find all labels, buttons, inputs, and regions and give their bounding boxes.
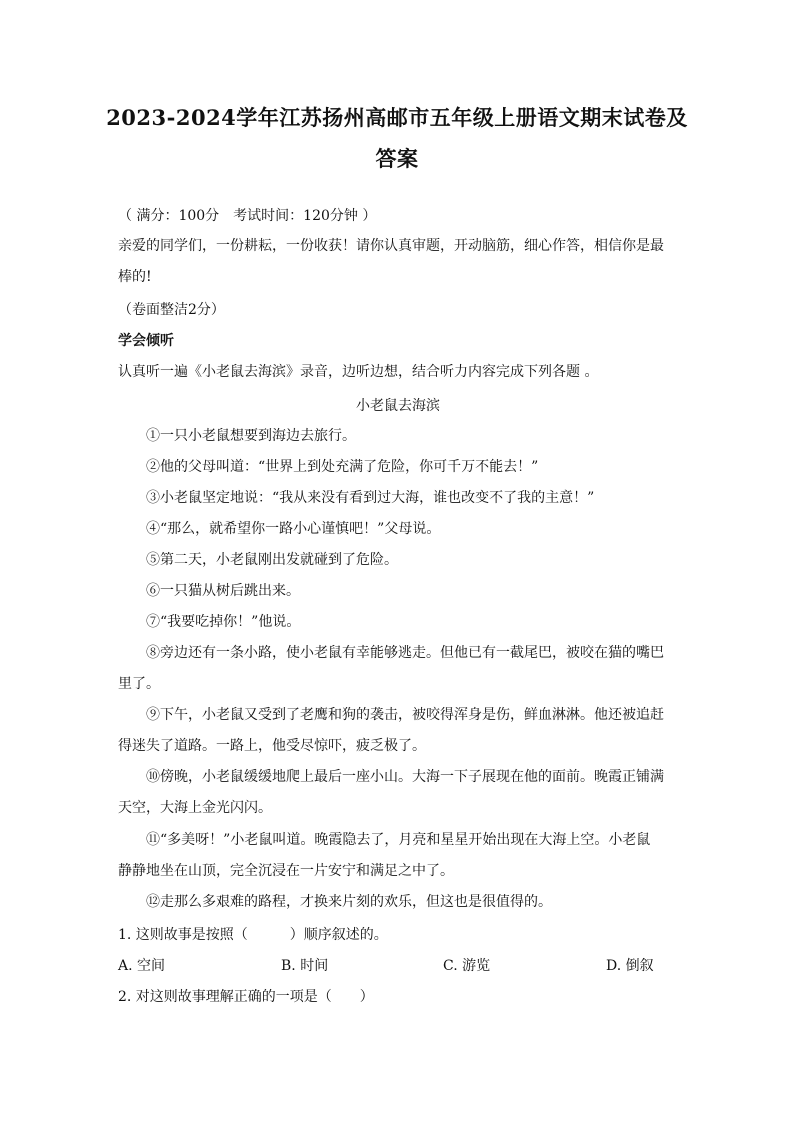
story-paragraph-4: ④“那么，就希望你一路小心谨慎吧！”父母说。	[146, 521, 441, 537]
story-paragraph-11-line-2: 静静地坐在山顶，完全沉浸在一片安宁和满足之中了。	[118, 863, 454, 879]
document-title-line-2: 答案	[375, 146, 419, 171]
question-1-option-c: C. 游览	[443, 958, 491, 974]
question-1-stem: 1. 这则故事是按照（ ）顺序叙述的。	[118, 927, 388, 943]
story-paragraph-11-line-1: ⑪“多美呀！”小老鼠叫道。晚霞隐去了，月亮和星星开始出现在大海上空。小老鼠	[146, 832, 651, 848]
story-title: 小老鼠去海滨	[356, 398, 440, 414]
story-paragraph-10-line-1: ⑩傍晚，小老鼠缓缓地爬上最后一座小山。大海一下子展现在他的面前。晚霞正铺满	[146, 769, 664, 785]
story-paragraph-2: ②他的父母叫道：“世界上到处充满了危险，你可千万不能去！”	[146, 459, 539, 475]
question-1-option-a: A. 空间	[118, 958, 166, 974]
listening-instruction: 认真听一遍《小老鼠去海滨》录音，边听边想，结合听力内容完成下列各题 。	[118, 364, 599, 380]
question-2-stem: 2. 对这则故事理解正确的一项是（ ）	[118, 989, 374, 1005]
greeting-line-1: 亲爱的同学们，一份耕耘，一份收获！请你认真审题，开动脑筋，细心作答，相信你是最	[118, 238, 664, 254]
story-paragraph-3: ③小老鼠坚定地说：“我从来没有看到过大海，谁也改变不了我的主意！”	[146, 490, 595, 506]
story-paragraph-6: ⑥一只猫从树后跳出来。	[146, 583, 300, 599]
story-paragraph-9-line-1: ⑨下午，小老鼠又受到了老鹰和狗的袭击，被咬得浑身是伤，鲜血淋淋。他还被追赶	[146, 707, 664, 723]
document-title-line-1: 2023-2024学年江苏扬州高邮市五年级上册语文期末试卷及	[106, 105, 688, 130]
story-paragraph-7: ⑦“我要吃掉你！”他说。	[146, 614, 301, 630]
story-paragraph-8-line-1: ⑧旁边还有一条小路，使小老鼠有幸能够逃走。但他已有一截尾巴，被咬在猫的嘴巴	[146, 645, 664, 661]
story-paragraph-5: ⑤第二天，小老鼠刚出发就碰到了危险。	[146, 552, 398, 568]
story-paragraph-10-line-2: 天空，大海上金光闪闪。	[118, 800, 272, 816]
section-heading: 学会倾听	[118, 333, 174, 349]
question-1-option-b: B. 时间	[281, 958, 329, 974]
story-paragraph-8-line-2: 里了。	[118, 676, 160, 692]
story-paragraph-1: ①一只小老鼠想要到海边去旅行。	[146, 428, 356, 444]
story-paragraph-9-line-2: 得迷失了道路。一路上，他受尽惊吓，疲乏极了。	[118, 738, 426, 754]
greeting-line-2: 棒的!	[118, 269, 152, 285]
story-paragraph-12: ⑫走那么多艰难的路程，才换来片刻的欢乐，但这也是很值得的。	[146, 894, 552, 910]
neatness-note: （卷面整洁2分）	[118, 302, 225, 318]
exam-info: （ 满分：100分 考试时间：120分钟 ）	[118, 208, 377, 224]
question-1-option-d: D. 倒叙	[606, 958, 654, 974]
